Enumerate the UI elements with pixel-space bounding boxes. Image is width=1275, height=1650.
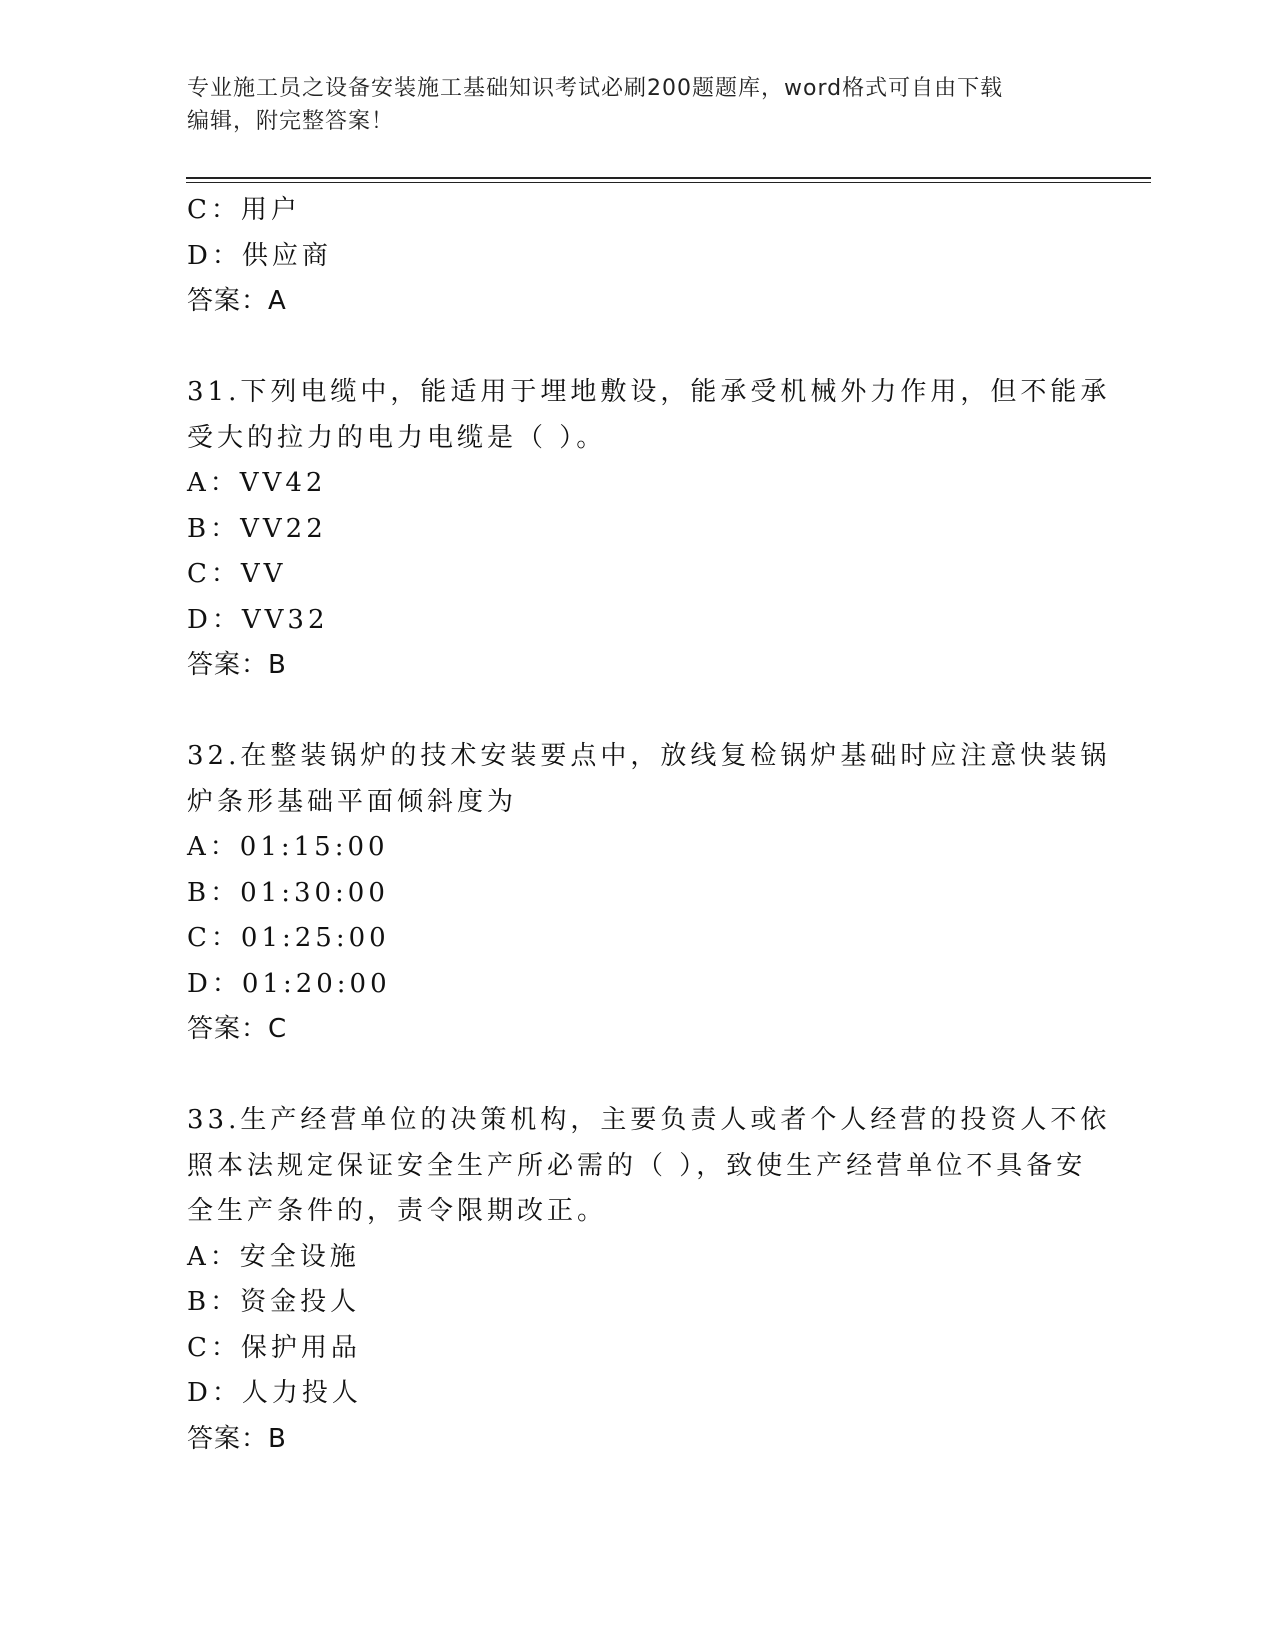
option-a: A：安全设施	[187, 1241, 360, 1272]
spacer	[187, 689, 1087, 735]
header-divider-thin	[186, 182, 1151, 183]
question-stem-line: 31.下列电缆中，能适用于埋地敷设，能承受机械外力作用，但不能承	[187, 377, 1111, 407]
answer-line: 答案：B	[187, 1423, 287, 1454]
option-d: D：VV32	[187, 604, 329, 635]
question-30-continued	[187, 188, 1087, 325]
question-33	[187, 1098, 1111, 1462]
option-b: B：01:30:00	[187, 877, 389, 908]
answer-line: 答案：A	[187, 286, 287, 316]
option-c: C：保护用品	[187, 1332, 361, 1363]
option-a: A：VV42	[187, 468, 327, 498]
header-divider-thick	[186, 177, 1151, 179]
header-line-1: 专业施工员之设备安装施工基础知识考试必刷200题题库，word格式可自由下载	[187, 76, 1004, 101]
option-c: C：VV	[187, 559, 287, 589]
option-d: D：供应商	[187, 240, 332, 271]
option-b: B：资金投人	[187, 1287, 361, 1317]
question-stem-line: 炉条形基础平面倾斜度为	[187, 786, 518, 817]
option-c: C：01:25:00	[187, 923, 390, 953]
question-stem-line: 全生产条件的，责令限期改正。	[187, 1196, 608, 1226]
option-c: C：用户	[187, 195, 301, 225]
answer-line: 答案：C	[187, 1014, 288, 1044]
option-b: B：VV22	[187, 513, 327, 544]
spacer	[187, 325, 1087, 371]
question-stem-line: 受大的拉力的电力电缆是（ ）。	[187, 422, 607, 453]
option-a: A：01:15:00	[187, 832, 389, 862]
question-stem-line: 照本法规定保证安全生产所必需的（ ），致使生产经营单位不具备安	[187, 1150, 1087, 1181]
question-31	[187, 370, 1111, 689]
question-list	[187, 188, 1111, 1462]
spacer	[187, 1053, 1087, 1099]
answer-line: 答案：B	[187, 650, 287, 680]
option-d: D：人力投人	[187, 1378, 362, 1408]
question-stem-line: 33.生产经营单位的决策机构，主要负责人或者个人经营的投资人不依	[187, 1105, 1111, 1135]
question-stem-line: 32.在整装锅炉的技术安装要点中，放线复检锅炉基础时应注意快装锅	[187, 741, 1111, 771]
option-d: D：01:20:00	[187, 968, 391, 999]
page-header	[187, 72, 1087, 138]
question-32	[187, 734, 1111, 1053]
header-line-2: 编辑，附完整答案！	[187, 109, 395, 134]
